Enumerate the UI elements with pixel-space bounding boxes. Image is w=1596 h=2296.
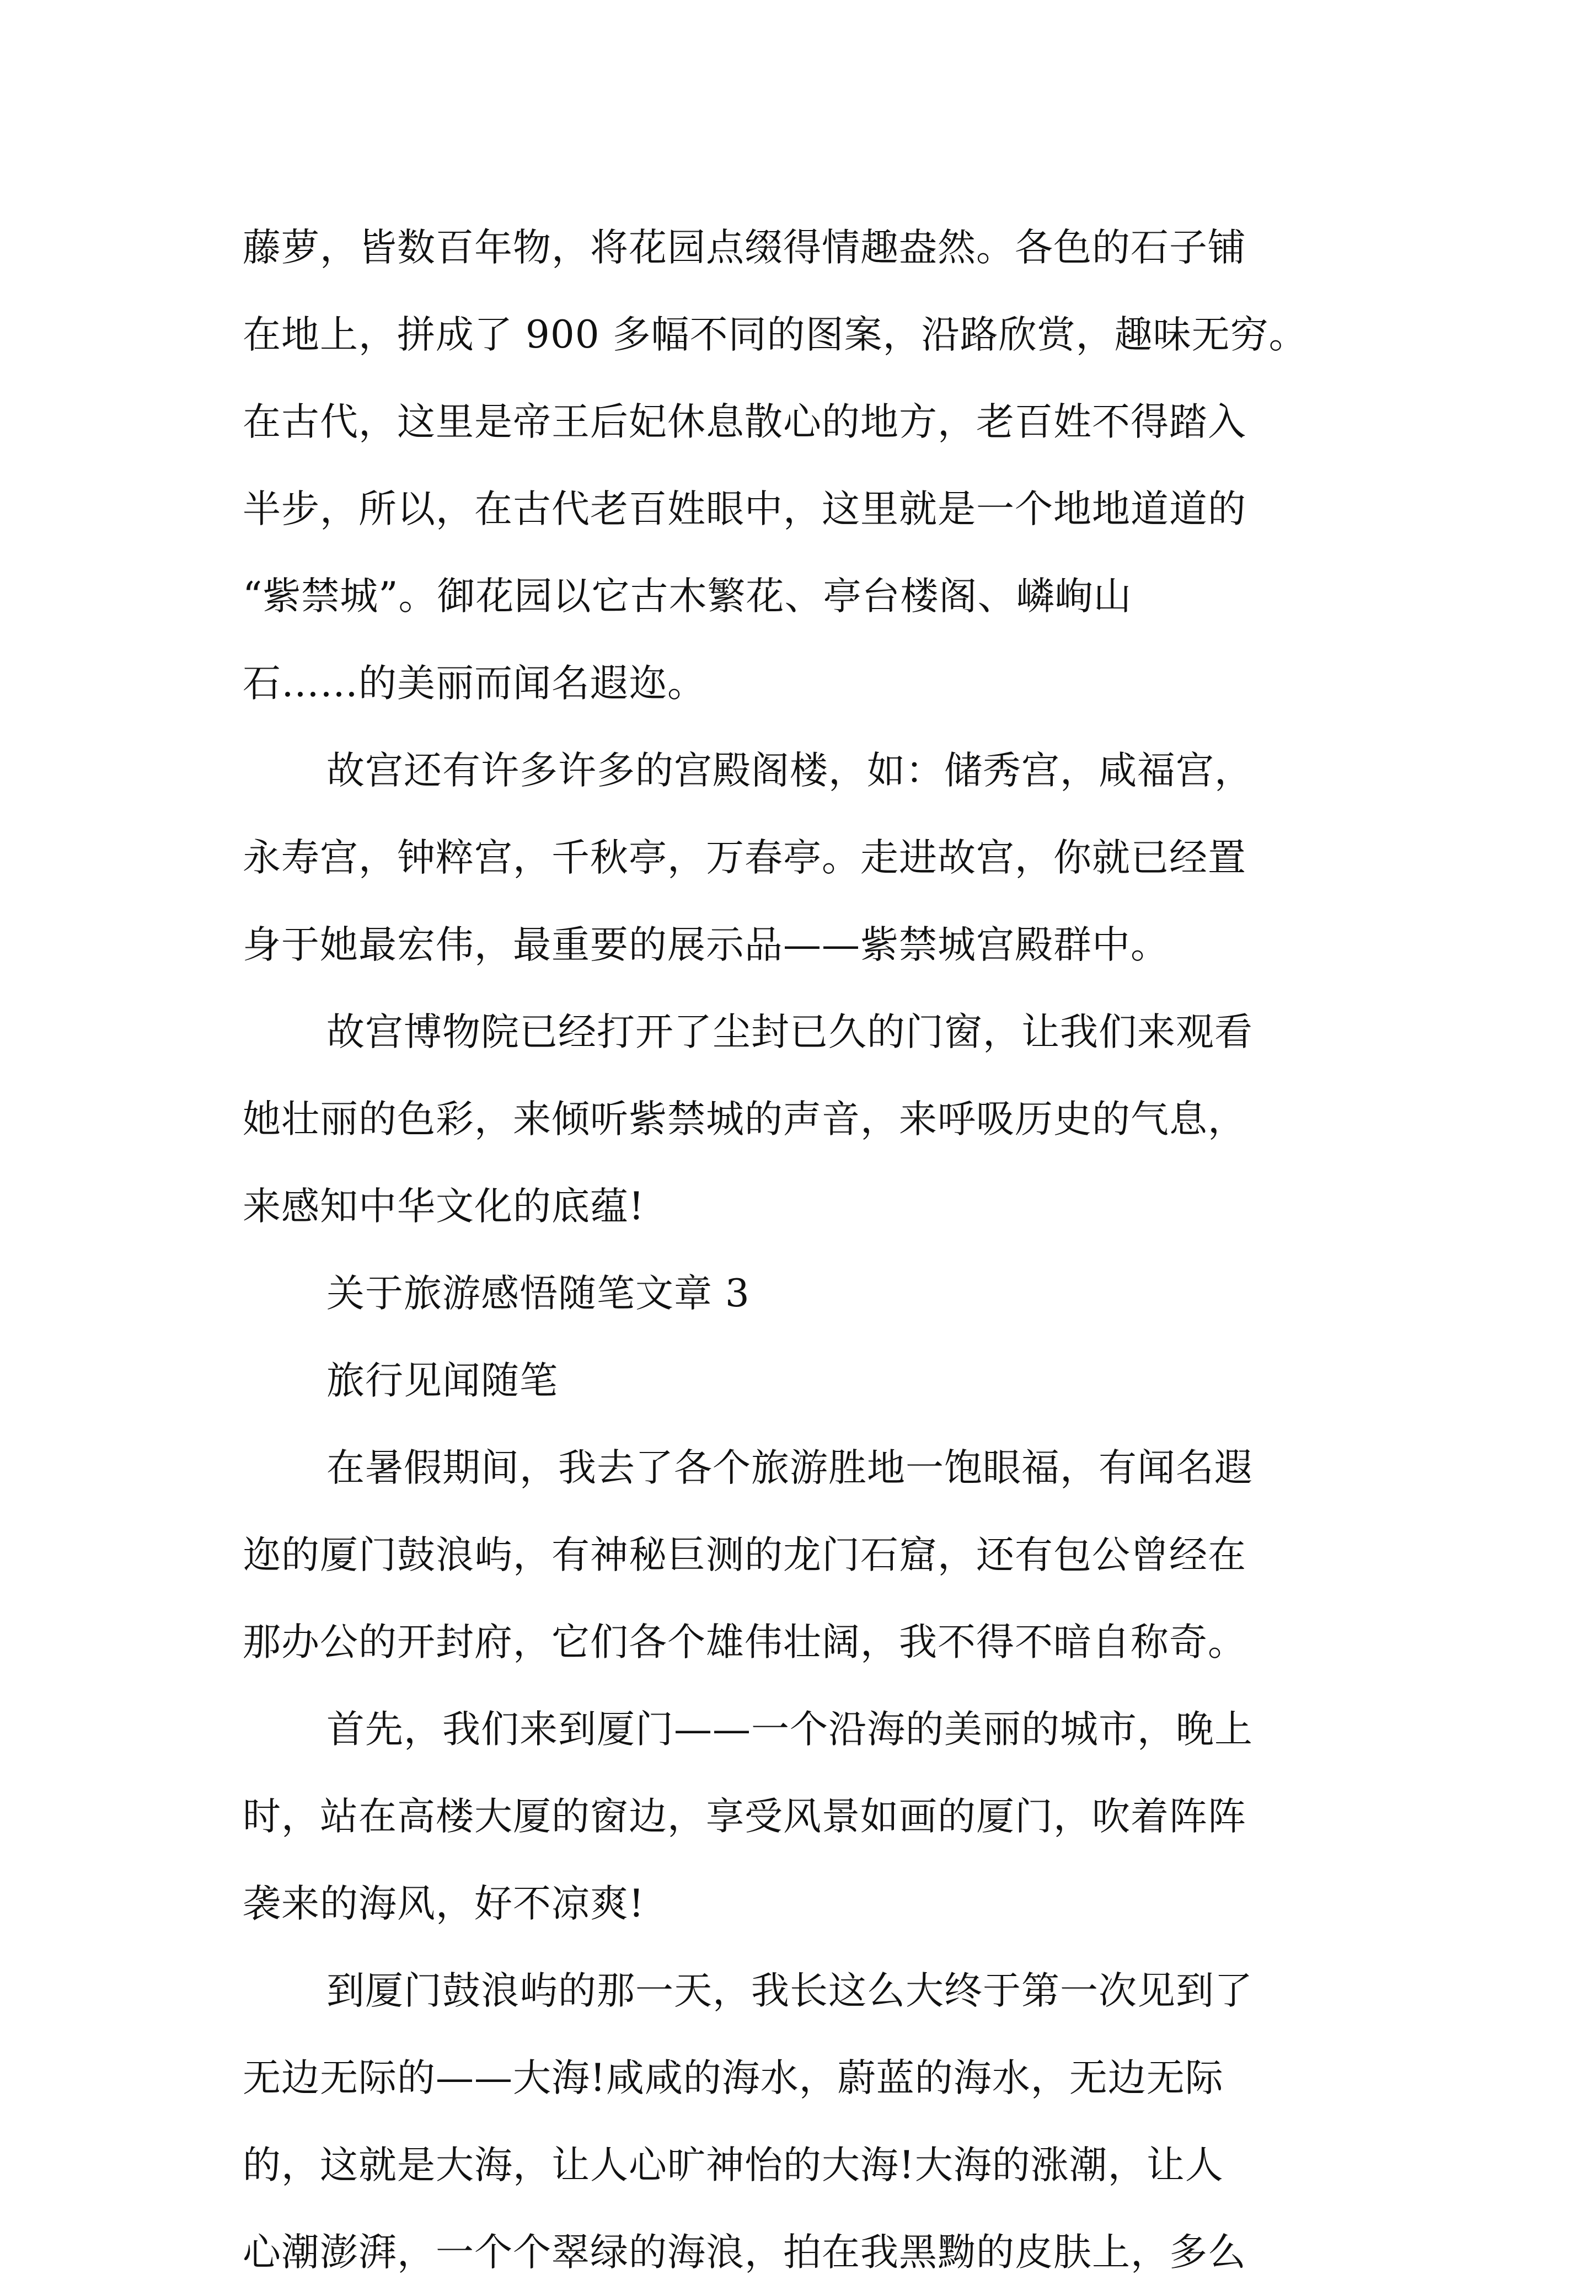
text-line: 袭来的海风，好不凉爽! [243, 1882, 645, 1926]
text-line: 身于她最宏伟，最重要的展示品——紫禁城宫殿群中。 [243, 923, 1169, 967]
text-line: 心潮澎湃，一个个翠绿的海浪，拍在我黑黝的皮肤上，多么 [243, 2230, 1246, 2274]
text-line: 时，站在高楼大厦的窗边，享受风景如画的厦门，吹着阵阵 [243, 1795, 1246, 1839]
section-heading: 关于旅游感悟随笔文章 3 [326, 1272, 750, 1316]
article-title: 旅行见闻随笔 [326, 1359, 558, 1403]
paragraph-first-line: 首先，我们来到厦门——一个沿海的美丽的城市，晚上 [326, 1707, 1253, 1752]
text-line: 她壮丽的色彩，来倾听紫禁城的声音，来呼吸历史的气息， [243, 1097, 1246, 1141]
text-line: 来感知中华文化的底蕴! [243, 1184, 645, 1229]
document-page [243, 204, 1351, 2296]
text-line: 迩的厦门鼓浪屿，有神秘巨测的龙门石窟，还有包公曾经在 [243, 1533, 1246, 1577]
text-line: 在古代，这里是帝王后妃休息散心的地方，老百姓不得踏入 [243, 400, 1246, 444]
paragraph-first-line: 故宫博物院已经打开了尘封已久的门窗，让我们来观看 [326, 1010, 1253, 1054]
text-line: “紫禁城”。御花园以它古木繁花、亭台楼阁、嶙峋山 [243, 574, 1132, 618]
text-line: 藤萝，皆数百年物，将花园点缀得情趣盎然。各色的石子铺 [243, 226, 1246, 270]
paragraph-first-line: 到厦门鼓浪屿的那一天，我长这么大终于第一次见到了 [326, 1969, 1253, 2013]
text-line: 在地上，拼成了 900 多幅不同的图案，沿路欣赏，趣味无穷。 [243, 313, 1308, 357]
text-line: 的，这就是大海，让人心旷神怡的大海!大海的涨潮，让人 [243, 2143, 1224, 2187]
text-line: 永寿宫，钟粹宫，千秋亭，万春亭。走进故宫，你就已经置 [243, 836, 1246, 880]
paragraph-first-line: 故宫还有许多许多的宫殿阁楼，如：储秀宫，咸福宫， [326, 749, 1253, 793]
paragraph-first-line: 在暑假期间，我去了各个旅游胜地一饱眼福，有闻名遐 [326, 1446, 1253, 1490]
text-line: 半步，所以，在古代老百姓眼中，这里就是一个地地道道的 [243, 487, 1246, 531]
text-line: 那办公的开封府，它们各个雄伟壮阔，我不得不暗自称奇。 [243, 1620, 1246, 1664]
text-line: 无边无际的——大海!咸咸的海水，蔚蓝的海水，无边无际 [243, 2056, 1224, 2100]
text-line: 石……的美丽而闻名遐迩。 [243, 661, 706, 706]
